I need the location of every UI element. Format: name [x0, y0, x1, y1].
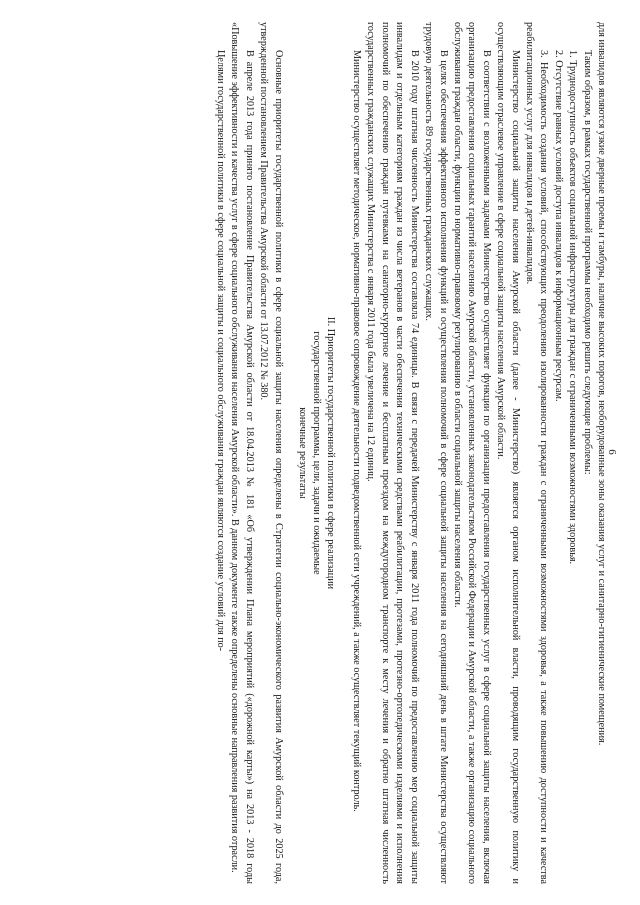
list-item: 2. Отсутствие равных условий доступа инвалидов к информационным ресурсам. — [552, 50, 564, 402]
paragraph: В 2010 году штатная численность Министерства составляла 74 единицы. В связи с передачей Министерству с января 2011 года полномочий по предоставлению мер социальной защиты инвалидам и отдельным категориям граждан из числа ветеранов в части обеспечения техническими средствами реабилитации, протезами, протезно-ортопедическими изделиями и исполнения полномочий по обеспечению граждан путевками на санаторно-курортное лечение и бесплатным проездом на междугородном транспорте к месту лечения и обратно штатная численность государственных гражданских служащих Министерства с января 2011 года была увеличена на 12 единиц. — [365, 22, 420, 884]
rotated-document-page — [48, 22, 608, 884]
paragraph: для инвалидов являются узкие дверные проемы и тамбуры, наличие высоких порогов, необорудованные зоны оказания услуг и санитарно-гигиенические помещения. — [596, 22, 607, 746]
section-heading-line: II. Приоритеты государственной политики в сфере реализации — [324, 316, 336, 590]
paragraph: В апреле 2013 года принято постановление Правительства Амурской области от 18.04.2013 № 181 «Об утверждении Плана мероприятий («дорожной карты») на 2013 - 2018 годы «Повышение эффективности и качества услуг в сфере социального обслуживания населения Амурской области». В данном документе также определены основные направления развития отрасли. — [229, 22, 255, 884]
paragraph: Таким образом, в рамках государственной программы необходимо решить следующие проблемы: — [581, 50, 593, 475]
page-number: 6 — [605, 449, 618, 455]
section-heading-line: конечные результаты — [296, 407, 308, 499]
paragraph: Основные приоритеты государственной политики в сфере социальной защиты населения определены в Стратегии социально-экономического развития Амурской области до 2025 года, утвержденной постановлением Правительства Амурской области от 13.07.2012 № 380. — [258, 22, 284, 884]
paragraph: В целях обеспечения эффективного исполнения функций и осуществления полномочий в сфере социальной защиты населения на сегодняшний день в штате Министерства осуществляют трудовую деятельность 89 государственных гражданских служащих. — [423, 22, 449, 884]
section-heading — [295, 22, 337, 884]
section-heading-line: государственной программы, цели, задачи и ожидаемые — [310, 331, 322, 575]
document-body — [213, 22, 608, 884]
paragraph: Целями государственной политики в сфере социальной защиты и социального обслуживания граждан являются создание условий для по- — [215, 50, 227, 652]
list-item: 1. Труднодоступность объектов социальной инфраструктуры для граждан с ограниченными возможностями здоровья. — [567, 50, 579, 565]
list-item: 3. Необходимость создания условий, способствующих преодолению изолированности граждан с ограниченными возможностями здоровья, а также повышению доступности и качества реабилитационных услуг для инвалидов и детей-инвалидов. — [523, 22, 550, 884]
paragraph: В соответствии с возложенными задачами Министерство осуществляет функции по организации предоставления государственных услуг в сфере социальной защиты населения, включая организацию предоставления социальных гарантий населению Амурской области, установленных законодательством Российской Федерации и Амурской области, а также организацию социального обслуживания граждан области, функции по нормативно-правовому регулированию в области социальной защиты населения области. — [451, 22, 492, 884]
paragraph: Министерство социальной защиты населения Амурской области (далее - Министерство) является органом исполнительной власти, проводящим государственную политику и осуществляющим отраслевое управление в сфере социальной защиты населения Амурской области. — [495, 22, 521, 884]
paragraph: Министерство осуществляет методическое, нормативно-правовое сопровождение деятельности подведомственной сети учреждений, а также осуществляет текущий контроль. — [351, 50, 363, 812]
